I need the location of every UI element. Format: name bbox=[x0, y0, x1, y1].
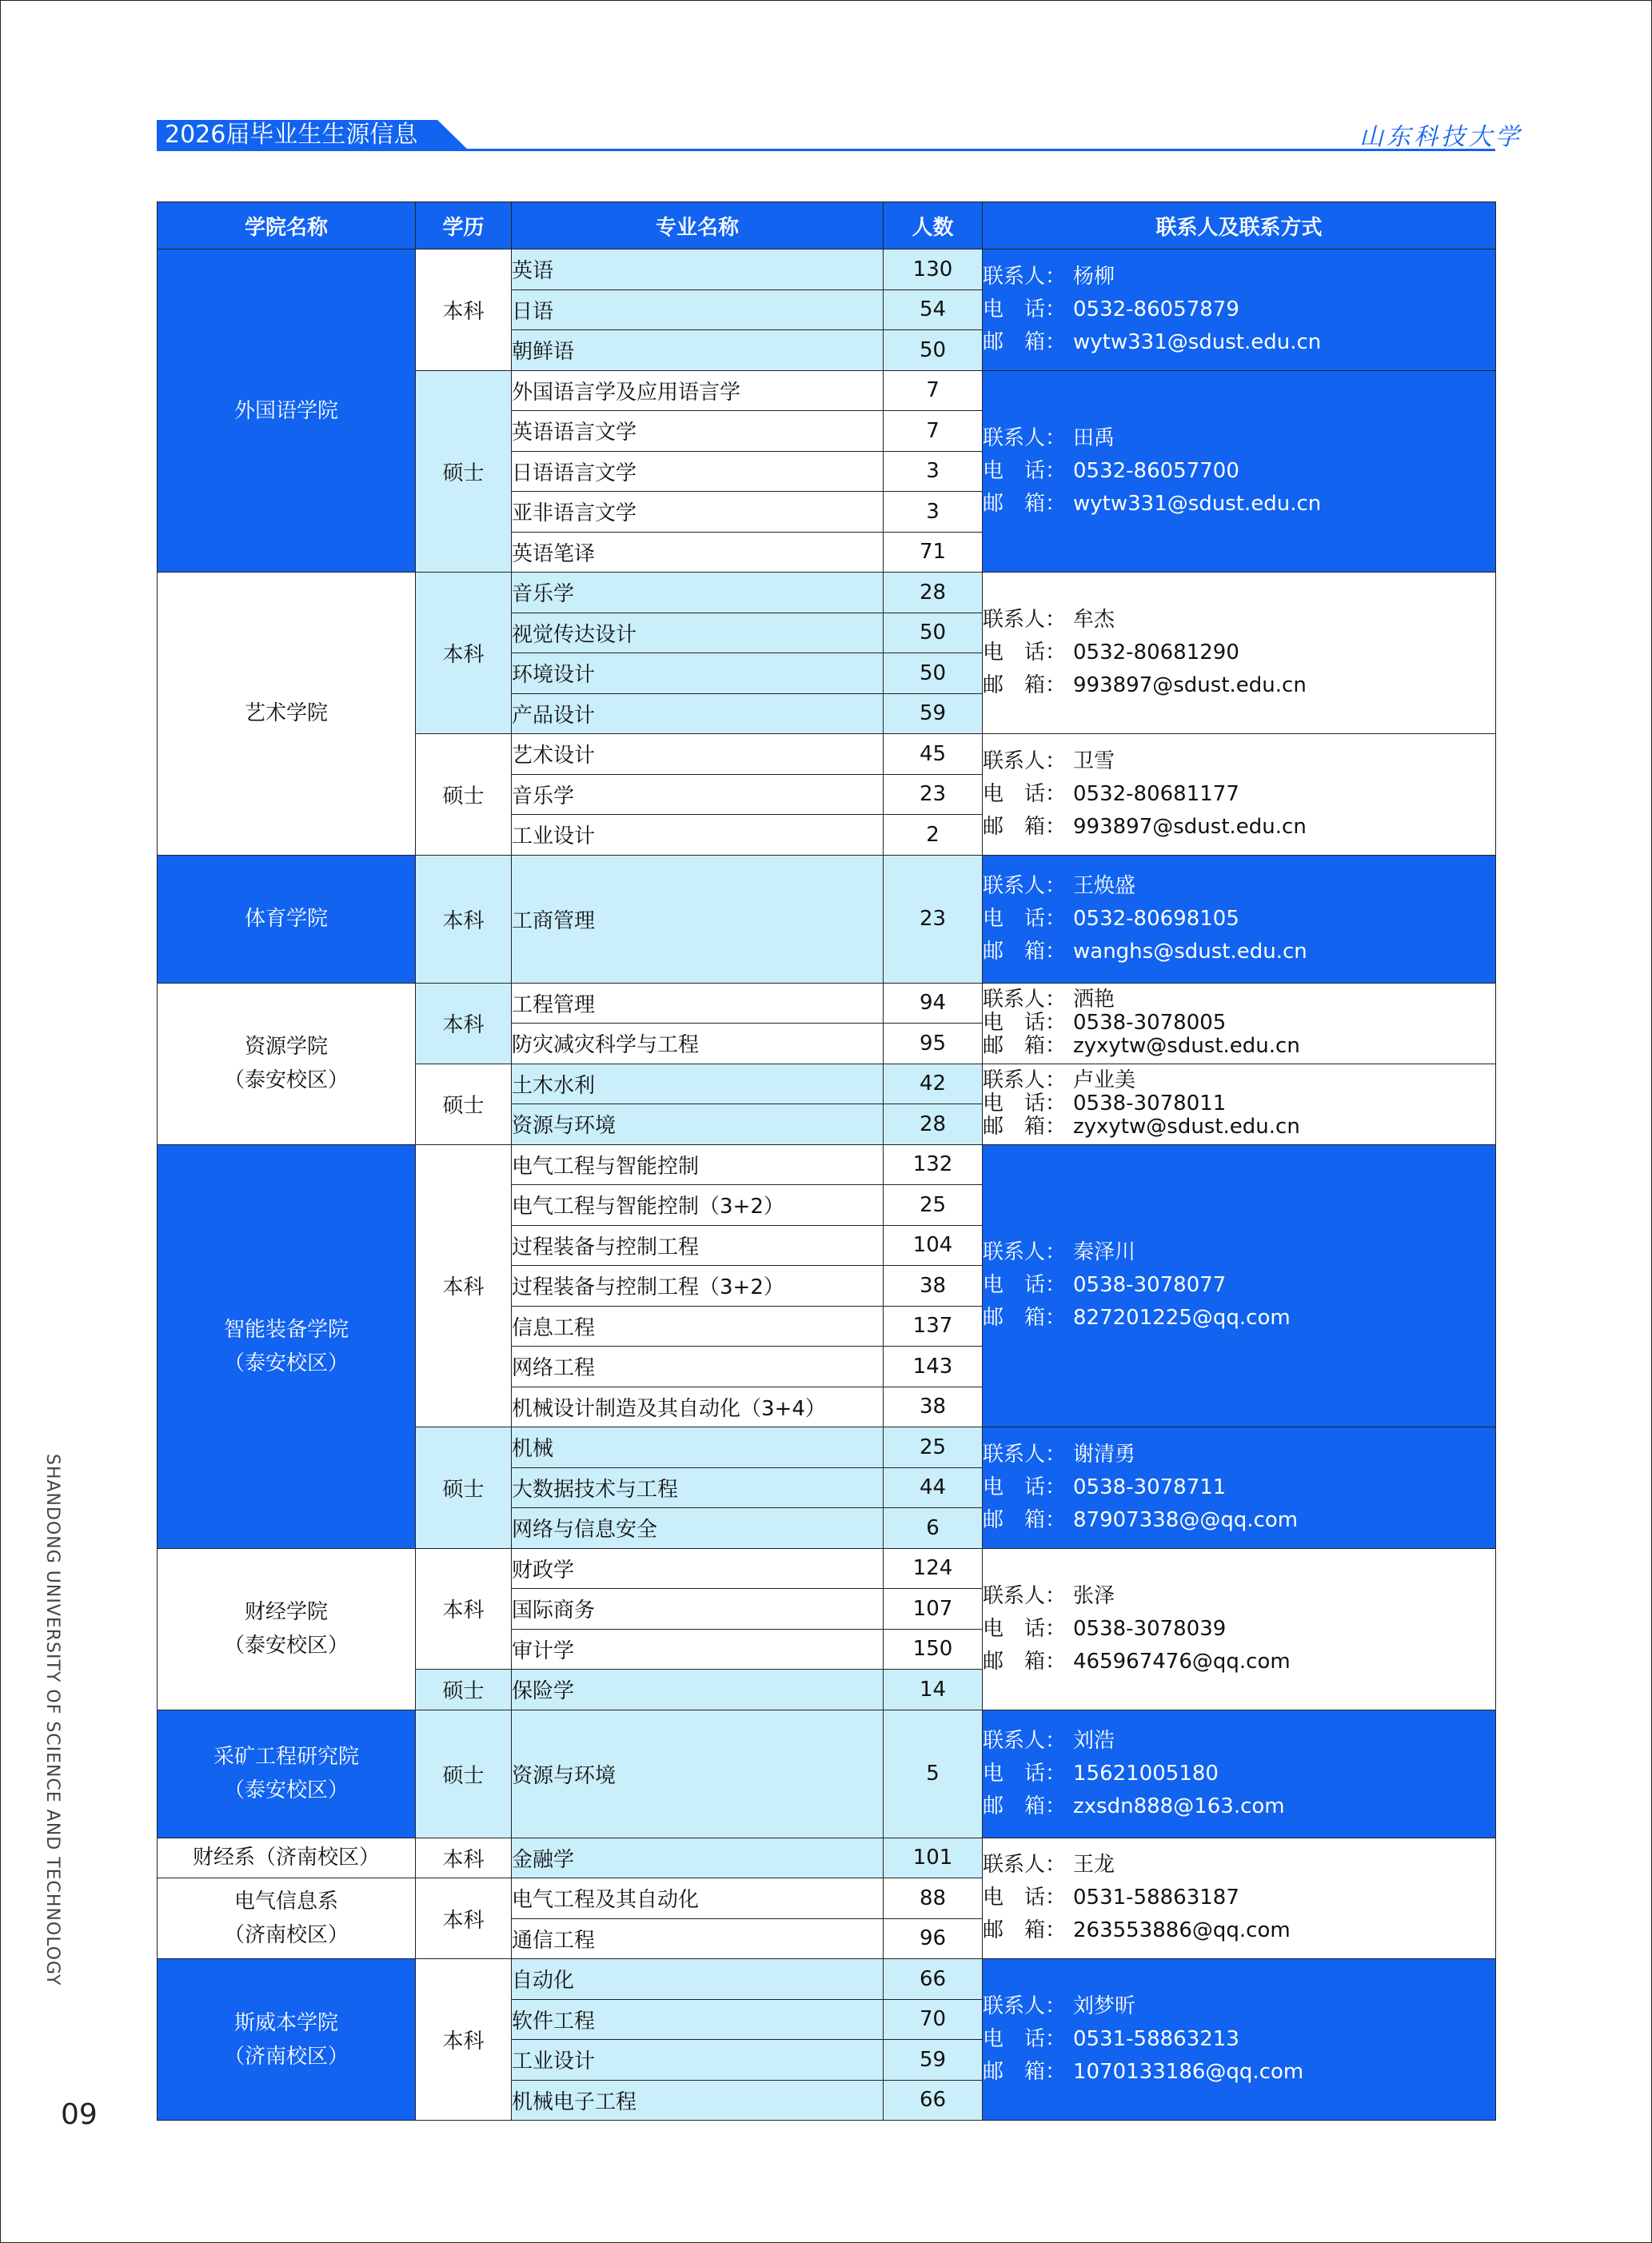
contact-phone-value: 0531-58863187 bbox=[1073, 1886, 1239, 1910]
college-name-line: 采矿工程研究院 bbox=[213, 1745, 359, 1769]
contact-phone-label: 电 话： bbox=[983, 641, 1067, 665]
contact-email bbox=[983, 2056, 1495, 2089]
contact-phone-label: 电 话： bbox=[983, 458, 1067, 483]
major-name: 视觉传达设计 bbox=[512, 613, 884, 653]
contact-email bbox=[983, 488, 1495, 521]
major-name: 日语 bbox=[512, 289, 884, 330]
contact-name-label: 联系人： bbox=[983, 1240, 1067, 1265]
major-name: 审计学 bbox=[512, 1629, 884, 1670]
contact-name-value: 刘浩 bbox=[1073, 1728, 1115, 1753]
contact-name-value: 秦泽川 bbox=[1073, 1240, 1136, 1265]
table-row bbox=[158, 983, 1496, 1024]
major-name: 金融学 bbox=[512, 1838, 884, 1878]
college-name-line: 财经系（济南校区） bbox=[192, 1846, 380, 1870]
contact-name-label: 联系人： bbox=[983, 873, 1067, 898]
contact-cell bbox=[983, 1144, 1496, 1427]
contact-name-label: 联系人： bbox=[983, 608, 1067, 632]
contact-name bbox=[983, 870, 1495, 903]
contact-cell bbox=[983, 573, 1496, 734]
contact-email-value: zxsdn888@163.com bbox=[1073, 1794, 1285, 1818]
contact-name bbox=[983, 422, 1495, 455]
contact-phone-label: 电 话： bbox=[983, 1475, 1067, 1499]
column-header: 联系人及联系方式 bbox=[983, 202, 1496, 249]
contact-name bbox=[983, 261, 1495, 293]
contact-email-label: 邮 箱： bbox=[983, 1306, 1067, 1331]
degree-cell: 本科 bbox=[416, 855, 512, 983]
contact-email bbox=[983, 936, 1495, 968]
student-count: 59 bbox=[884, 693, 983, 734]
contact-email bbox=[983, 326, 1495, 359]
major-name: 机械设计制造及其自动化（3+4） bbox=[512, 1387, 884, 1427]
degree-cell: 本科 bbox=[416, 1548, 512, 1670]
contact-phone-value: 0538-3078711 bbox=[1073, 1475, 1227, 1499]
major-name: 亚非语言文学 bbox=[512, 492, 884, 533]
contact-email-value: wytw331@sdust.edu.cn bbox=[1073, 329, 1322, 354]
contact-phone bbox=[983, 2023, 1495, 2056]
major-name: 电气工程与智能控制 bbox=[512, 1144, 884, 1185]
major-name: 英语语言文学 bbox=[512, 411, 884, 452]
student-count: 25 bbox=[884, 1427, 983, 1468]
major-name: 音乐学 bbox=[512, 774, 884, 815]
contact-email-label: 邮 箱： bbox=[983, 2060, 1067, 2084]
contact-name-label: 联系人： bbox=[983, 988, 1067, 1012]
major-name: 工业设计 bbox=[512, 2040, 884, 2081]
college-name bbox=[158, 1838, 416, 1878]
contact-cell bbox=[983, 1064, 1496, 1144]
major-name: 软件工程 bbox=[512, 1999, 884, 2040]
contact-email-label: 邮 箱： bbox=[983, 1918, 1067, 1943]
column-header: 人数 bbox=[884, 202, 983, 249]
contact-cell bbox=[983, 249, 1496, 371]
major-name: 通信工程 bbox=[512, 1918, 884, 1959]
contact-email-label: 邮 箱： bbox=[983, 1034, 1067, 1058]
contact-phone bbox=[983, 903, 1495, 936]
student-count: 124 bbox=[884, 1548, 983, 1589]
contact-email-value: 263553886@qq.com bbox=[1073, 1918, 1291, 1943]
major-name: 音乐学 bbox=[512, 573, 884, 613]
contact-name-label: 联系人： bbox=[983, 425, 1067, 450]
major-name: 日语语言文学 bbox=[512, 451, 884, 492]
major-name: 艺术设计 bbox=[512, 734, 884, 775]
contact-phone-value: 0538-3078077 bbox=[1073, 1273, 1227, 1298]
student-count: 101 bbox=[884, 1838, 983, 1878]
contact-name-value: 刘梦昕 bbox=[1073, 1994, 1136, 2018]
contact-name-value: 王焕盛 bbox=[1073, 873, 1136, 898]
side-university-name: SHANDONG UNIVERSITY OF SCIENCE AND TECHNOLOGY bbox=[42, 1454, 62, 1986]
student-count: 50 bbox=[884, 330, 983, 371]
contact-email-label: 邮 箱： bbox=[983, 1794, 1067, 1818]
college-name bbox=[158, 983, 416, 1144]
student-count: 66 bbox=[884, 1959, 983, 2000]
college-name bbox=[158, 573, 416, 856]
major-name: 英语笔译 bbox=[512, 532, 884, 573]
college-name-line: 资源学院 bbox=[244, 1035, 328, 1059]
contact-email-value: zyxytw@sdust.edu.cn bbox=[1073, 1115, 1300, 1139]
contact-phone bbox=[983, 1882, 1495, 1914]
degree-cell: 本科 bbox=[416, 573, 512, 734]
contact-email bbox=[983, 811, 1495, 844]
contact-cell bbox=[983, 1838, 1496, 1959]
contact-email bbox=[983, 1646, 1495, 1678]
major-name: 资源与环境 bbox=[512, 1104, 884, 1145]
table-row bbox=[158, 855, 1496, 983]
table-row bbox=[158, 1959, 1496, 2000]
student-count: 5 bbox=[884, 1710, 983, 1838]
major-name: 保险学 bbox=[512, 1670, 884, 1710]
student-count: 96 bbox=[884, 1918, 983, 1959]
contact-phone bbox=[983, 455, 1495, 488]
major-name: 机械 bbox=[512, 1427, 884, 1468]
degree-cell: 本科 bbox=[416, 1878, 512, 1959]
contact-name-label: 联系人： bbox=[983, 1583, 1067, 1608]
major-name: 国际商务 bbox=[512, 1589, 884, 1630]
contact-phone-label: 电 话： bbox=[983, 1011, 1067, 1035]
contact-name-value: 田禹 bbox=[1073, 425, 1115, 450]
contact-name-label: 联系人： bbox=[983, 1442, 1067, 1467]
major-name: 土木水利 bbox=[512, 1064, 884, 1104]
contact-phone-label: 电 话： bbox=[983, 1092, 1067, 1116]
contact-name bbox=[983, 604, 1495, 637]
college-name bbox=[158, 1959, 416, 2121]
major-name: 信息工程 bbox=[512, 1306, 884, 1347]
college-name bbox=[158, 1878, 416, 1959]
contact-cell bbox=[983, 855, 1496, 983]
student-count: 23 bbox=[884, 774, 983, 815]
college-name-line: （泰安校区） bbox=[223, 1068, 349, 1092]
student-count: 23 bbox=[884, 855, 983, 983]
contact-cell bbox=[983, 734, 1496, 856]
major-name: 防灾减灾科学与工程 bbox=[512, 1024, 884, 1064]
student-count: 137 bbox=[884, 1306, 983, 1347]
contact-name-value: 卫雪 bbox=[1073, 748, 1115, 773]
contact-email bbox=[983, 1504, 1495, 1537]
table-row bbox=[158, 249, 1496, 290]
contact-email-label: 邮 箱： bbox=[983, 673, 1067, 697]
major-name: 资源与环境 bbox=[512, 1710, 884, 1838]
major-name: 过程装备与控制工程（3+2） bbox=[512, 1266, 884, 1307]
degree-cell: 本科 bbox=[416, 1838, 512, 1878]
major-name: 外国语言学及应用语言学 bbox=[512, 370, 884, 411]
contact-phone bbox=[983, 1471, 1495, 1504]
contact-phone-label: 电 话： bbox=[983, 1273, 1067, 1298]
college-name bbox=[158, 855, 416, 983]
degree-cell: 本科 bbox=[416, 249, 512, 371]
contact-phone-label: 电 话： bbox=[983, 297, 1067, 321]
major-name: 环境设计 bbox=[512, 653, 884, 694]
student-count: 50 bbox=[884, 653, 983, 694]
contact-phone-value: 15621005180 bbox=[1073, 1761, 1219, 1786]
contact-phone-value: 0531-58863213 bbox=[1073, 2027, 1239, 2051]
student-count: 3 bbox=[884, 492, 983, 533]
contact-cell bbox=[983, 1427, 1496, 1549]
contact-email-label: 邮 箱： bbox=[983, 1507, 1067, 1532]
contact-phone-label: 电 话： bbox=[983, 2027, 1067, 2051]
table-row bbox=[158, 573, 1496, 613]
college-name-line: （济南校区） bbox=[223, 1923, 349, 1947]
major-name: 工商管理 bbox=[512, 855, 884, 983]
student-count: 71 bbox=[884, 532, 983, 573]
college-name-line: 电气信息系 bbox=[233, 1890, 338, 1914]
college-name-line: 斯威本学院 bbox=[233, 2010, 338, 2035]
student-count: 104 bbox=[884, 1225, 983, 1266]
student-count: 7 bbox=[884, 411, 983, 452]
contact-phone-value: 0532-80681177 bbox=[1073, 781, 1239, 806]
contact-cell bbox=[983, 983, 1496, 1064]
degree-cell: 硕士 bbox=[416, 1427, 512, 1549]
student-count: 14 bbox=[884, 1670, 983, 1710]
contact-phone bbox=[983, 1269, 1495, 1302]
page-number: 09 bbox=[61, 2098, 98, 2131]
contact-phone-label: 电 话： bbox=[983, 1886, 1067, 1910]
contact-phone bbox=[983, 1758, 1495, 1790]
contact-name-value: 谢清勇 bbox=[1073, 1442, 1136, 1467]
student-count: 95 bbox=[884, 1024, 983, 1064]
contact-phone bbox=[983, 778, 1495, 811]
contact-name bbox=[983, 1990, 1495, 2023]
major-name: 机械电子工程 bbox=[512, 2080, 884, 2121]
contact-email bbox=[983, 1302, 1495, 1335]
contact-name bbox=[983, 1580, 1495, 1613]
contact-email-value: 465967476@qq.com bbox=[1073, 1649, 1291, 1674]
contact-phone-value: 0538-3078039 bbox=[1073, 1616, 1227, 1641]
contact-email-value: wytw331@sdust.edu.cn bbox=[1073, 491, 1322, 516]
major-name: 财政学 bbox=[512, 1548, 884, 1589]
student-count: 28 bbox=[884, 1104, 983, 1145]
student-count: 44 bbox=[884, 1467, 983, 1508]
contact-phone bbox=[983, 637, 1495, 669]
degree-cell: 硕士 bbox=[416, 1710, 512, 1838]
contact-name bbox=[983, 1849, 1495, 1882]
contact-name bbox=[983, 745, 1495, 778]
contact-phone-label: 电 话： bbox=[983, 1616, 1067, 1641]
contact-email-label: 邮 箱： bbox=[983, 814, 1067, 839]
contact-phone bbox=[983, 1092, 1495, 1116]
contact-email-value: 1070133186@qq.com bbox=[1073, 2060, 1304, 2084]
degree-cell: 本科 bbox=[416, 983, 512, 1064]
student-count: 70 bbox=[884, 1999, 983, 2040]
contact-email bbox=[983, 1035, 1495, 1058]
column-header: 学院名称 bbox=[158, 202, 416, 249]
contact-cell bbox=[983, 370, 1496, 573]
college-name-line: 艺术学院 bbox=[244, 701, 328, 726]
student-count: 59 bbox=[884, 2040, 983, 2081]
student-count: 132 bbox=[884, 1144, 983, 1185]
table-row bbox=[158, 1548, 1496, 1589]
student-count: 25 bbox=[884, 1185, 983, 1226]
contact-email-label: 邮 箱： bbox=[983, 1649, 1067, 1674]
student-count: 2 bbox=[884, 815, 983, 856]
contact-email-value: wanghs@sdust.edu.cn bbox=[1073, 939, 1307, 964]
contact-name-label: 联系人： bbox=[983, 1728, 1067, 1753]
contact-name-value: 卢业美 bbox=[1073, 1068, 1136, 1092]
contact-name-label: 联系人： bbox=[983, 1994, 1067, 2018]
contact-phone-value: 0532-86057700 bbox=[1073, 458, 1239, 483]
column-header: 学历 bbox=[416, 202, 512, 249]
contact-phone bbox=[983, 1012, 1495, 1035]
contact-name-label: 联系人： bbox=[983, 1853, 1067, 1878]
student-count: 150 bbox=[884, 1629, 983, 1670]
contact-name-value: 洒艳 bbox=[1073, 988, 1115, 1012]
contact-phone-value: 0532-80681290 bbox=[1073, 641, 1239, 665]
contact-name-label: 联系人： bbox=[983, 1068, 1067, 1092]
contact-cell bbox=[983, 1710, 1496, 1838]
major-name: 过程装备与控制工程 bbox=[512, 1225, 884, 1266]
header-rule bbox=[157, 149, 1495, 151]
college-name-line: （泰安校区） bbox=[223, 1778, 349, 1802]
contact-name-value: 王龙 bbox=[1073, 1853, 1115, 1878]
table-row bbox=[158, 1838, 1496, 1878]
student-count: 50 bbox=[884, 613, 983, 653]
student-count: 88 bbox=[884, 1878, 983, 1919]
contact-cell bbox=[983, 1548, 1496, 1710]
degree-cell: 硕士 bbox=[416, 370, 512, 573]
college-name-line: （济南校区） bbox=[223, 2044, 349, 2069]
major-name: 工业设计 bbox=[512, 815, 884, 856]
table-row bbox=[158, 1144, 1496, 1185]
contact-phone-value: 0538-3078005 bbox=[1073, 1011, 1227, 1035]
contact-email-value: zyxytw@sdust.edu.cn bbox=[1073, 1034, 1300, 1058]
contact-email-label: 邮 箱： bbox=[983, 1115, 1067, 1139]
major-name: 网络与信息安全 bbox=[512, 1508, 884, 1549]
student-count: 7 bbox=[884, 370, 983, 411]
graduate-source-table bbox=[157, 202, 1496, 2121]
college-name-line: 体育学院 bbox=[244, 907, 328, 931]
contact-name-value: 张泽 bbox=[1073, 1583, 1115, 1608]
student-count: 38 bbox=[884, 1387, 983, 1427]
contact-email bbox=[983, 669, 1495, 702]
contact-name bbox=[983, 988, 1495, 1012]
contact-cell bbox=[983, 1959, 1496, 2121]
student-count: 143 bbox=[884, 1347, 983, 1387]
contact-name-label: 联系人： bbox=[983, 748, 1067, 773]
major-name: 自动化 bbox=[512, 1959, 884, 2000]
contact-phone bbox=[983, 1613, 1495, 1646]
contact-phone-value: 0538-3078011 bbox=[1073, 1092, 1227, 1116]
contact-email-value: 87907338@@qq.com bbox=[1073, 1507, 1299, 1532]
major-name: 电气工程及其自动化 bbox=[512, 1878, 884, 1919]
contact-name-value: 杨柳 bbox=[1073, 264, 1115, 289]
degree-cell: 硕士 bbox=[416, 1670, 512, 1710]
student-count: 38 bbox=[884, 1266, 983, 1307]
major-name: 朝鲜语 bbox=[512, 330, 884, 371]
major-name: 大数据技术与工程 bbox=[512, 1467, 884, 1508]
contact-name bbox=[983, 1236, 1495, 1269]
student-count: 3 bbox=[884, 451, 983, 492]
college-name-line: 智能装备学院 bbox=[223, 1317, 349, 1342]
table-row bbox=[158, 1710, 1496, 1838]
university-logo: 山东科技大学 bbox=[1359, 123, 1522, 151]
college-name bbox=[158, 1710, 416, 1838]
header-title: 2026届毕业生生源信息 bbox=[165, 121, 418, 149]
student-count: 130 bbox=[884, 249, 983, 290]
column-header: 专业名称 bbox=[512, 202, 884, 249]
college-name bbox=[158, 249, 416, 573]
degree-cell: 本科 bbox=[416, 1144, 512, 1427]
contact-name bbox=[983, 1069, 1495, 1092]
student-count: 54 bbox=[884, 289, 983, 330]
contact-email-value: 993897@sdust.edu.cn bbox=[1073, 814, 1307, 839]
major-name: 电气工程与智能控制（3+2） bbox=[512, 1185, 884, 1226]
student-count: 107 bbox=[884, 1589, 983, 1630]
major-name: 工程管理 bbox=[512, 983, 884, 1024]
student-count: 66 bbox=[884, 2080, 983, 2121]
student-count: 6 bbox=[884, 1508, 983, 1549]
contact-phone-label: 电 话： bbox=[983, 781, 1067, 806]
contact-name-label: 联系人： bbox=[983, 264, 1067, 289]
student-count: 45 bbox=[884, 734, 983, 775]
contact-email-value: 827201225@qq.com bbox=[1073, 1306, 1291, 1331]
contact-email bbox=[983, 1914, 1495, 1947]
major-name: 英语 bbox=[512, 249, 884, 290]
contact-phone-label: 电 话： bbox=[983, 1761, 1067, 1786]
contact-phone-value: 0532-86057879 bbox=[1073, 297, 1239, 321]
contact-email bbox=[983, 1116, 1495, 1139]
contact-email-label: 邮 箱： bbox=[983, 491, 1067, 516]
degree-cell: 硕士 bbox=[416, 734, 512, 856]
college-name-line: 外国语学院 bbox=[233, 398, 338, 423]
college-name bbox=[158, 1144, 416, 1548]
degree-cell: 硕士 bbox=[416, 1064, 512, 1144]
major-name: 网络工程 bbox=[512, 1347, 884, 1387]
table-header-row bbox=[158, 202, 1496, 249]
contact-email bbox=[983, 1790, 1495, 1823]
contact-phone bbox=[983, 293, 1495, 326]
contact-phone-label: 电 话： bbox=[983, 906, 1067, 931]
college-name-line: （泰安校区） bbox=[223, 1351, 349, 1375]
contact-email-label: 邮 箱： bbox=[983, 329, 1067, 354]
contact-name bbox=[983, 1725, 1495, 1758]
college-name-line: （泰安校区） bbox=[223, 1634, 349, 1658]
student-count: 94 bbox=[884, 983, 983, 1024]
student-count: 42 bbox=[884, 1064, 983, 1104]
college-name bbox=[158, 1548, 416, 1710]
college-name-line: 财经学院 bbox=[244, 1600, 328, 1624]
contact-name-value: 牟杰 bbox=[1073, 608, 1115, 632]
degree-cell: 本科 bbox=[416, 1959, 512, 2121]
student-count: 28 bbox=[884, 573, 983, 613]
contact-email-value: 993897@sdust.edu.cn bbox=[1073, 673, 1307, 697]
major-name: 产品设计 bbox=[512, 693, 884, 734]
contact-name bbox=[983, 1439, 1495, 1471]
contact-email-label: 邮 箱： bbox=[983, 939, 1067, 964]
contact-phone-value: 0532-80698105 bbox=[1073, 906, 1239, 931]
